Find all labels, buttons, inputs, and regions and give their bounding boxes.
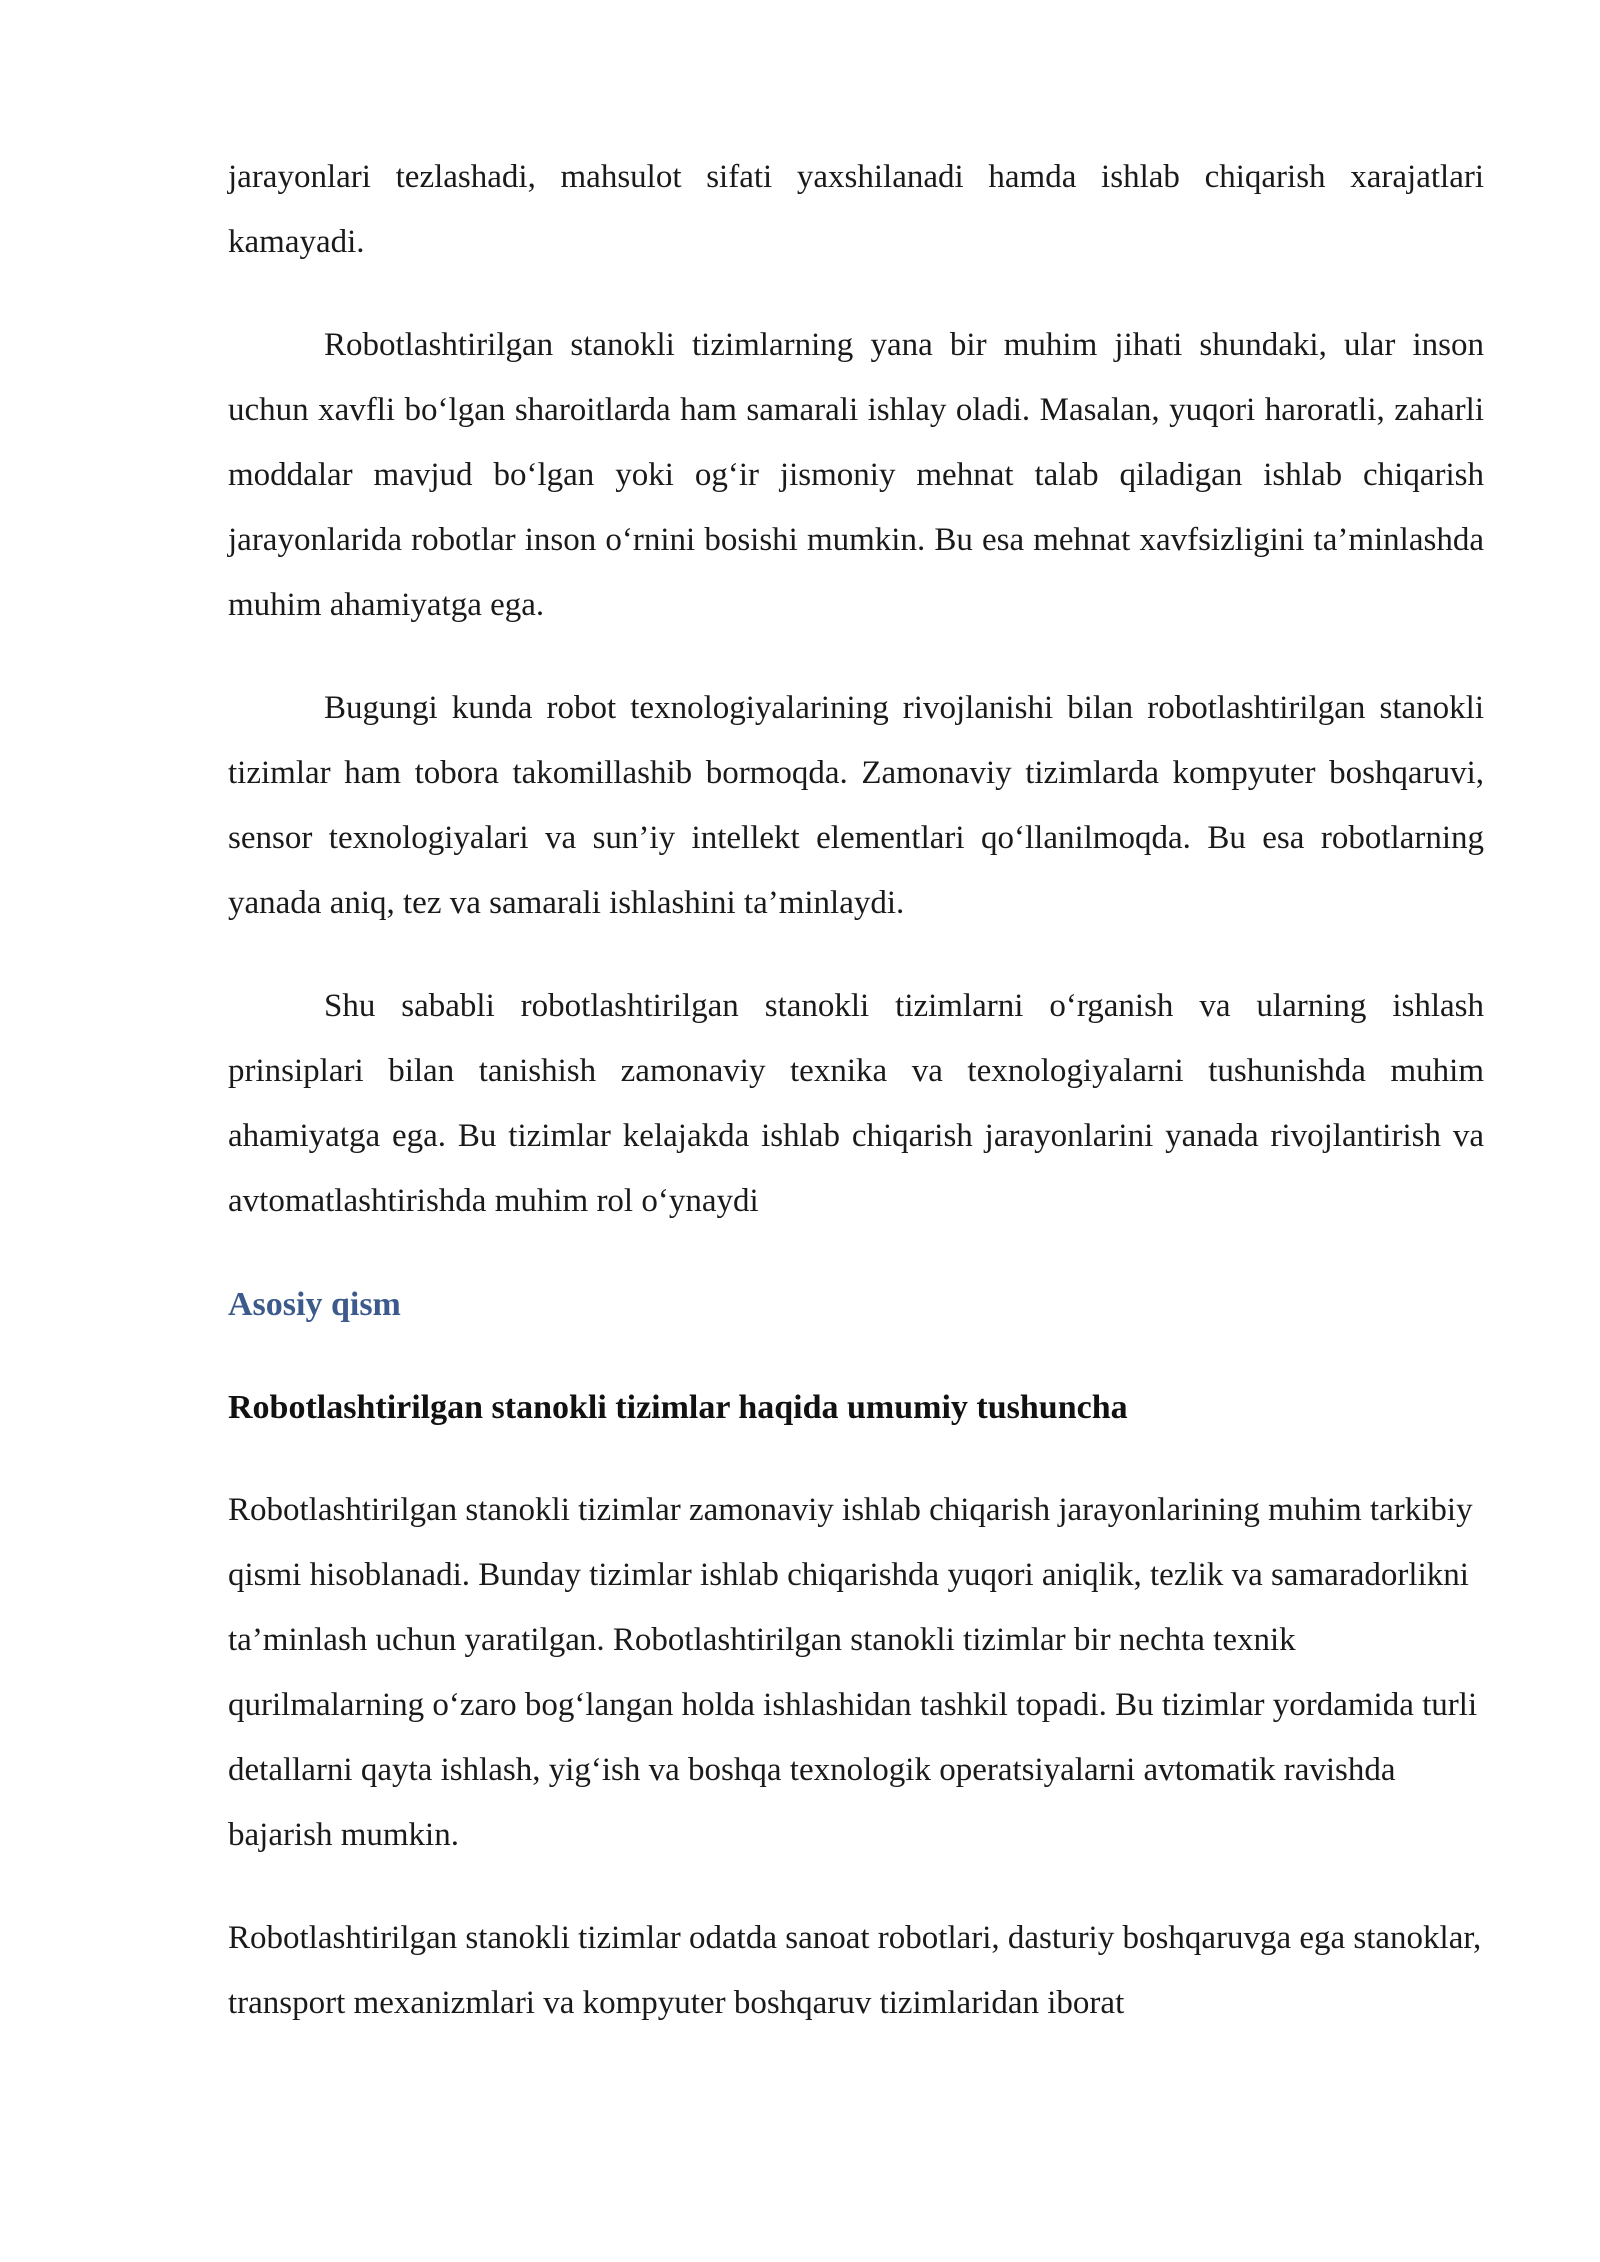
paragraph-components: Robotlashtirilgan stanokli tizimlar odatda sanoat robotlari, dasturiy boshqaruvga ega stanoklar, transport mexanizmlari va kompyuter boshqaruv tizimlaridan iborat <box>228 1920 1482 2021</box>
paragraph-importance: Shu sababli robotlashtirilgan stanokli tizimlarni o‘rganish va ularning ishlash prinsiplari bilan tanishish zamonaviy texnika va texnologiyalarni tushunishda muhim ahamiyatga ega. Bu tizimlar kelajakda ishlab chiqarish jarayonlarini yanada rivojlantirish va avtomatlashtirishda muhim rol o‘ynaydi <box>228 988 1484 1219</box>
section-heading: Asosiy qism <box>228 1286 401 1323</box>
paragraph-technology: Bugungi kunda robot texnologiyalarining rivojlanishi bilan robotlashtirilgan stanokli tizimlar ham tobora takomillashib bormoqda. Zamonaviy tizimlarda kompyuter boshqaruvi, sensor texnologiyalari va sun’iy intellekt elementlari qo‘llanilmoqda. Bu esa robotlarning yanada aniq, tez va samarali ishlashini ta’minlaydi. <box>228 690 1484 921</box>
paragraph-safety: Robotlashtirilgan stanokli tizimlarning yana bir muhim jihati shundaki, ular inson uchun xavfli bo‘lgan sharoitlarda ham samarali ishlay oladi. Masalan, yuqori haroratli, zaharli moddalar mavjud bo‘lgan yoki og‘ir jismoniy mehnat talab qiladigan ishlab chiqarish jarayonlarida robotlar inson o‘rnini bosishi mumkin. Bu esa mehnat xavfsizligini ta’minlashda muhim ahamiyatga ega. <box>228 327 1484 623</box>
document-page <box>228 145 1484 2036</box>
sub-heading: Robotlashtirilgan stanokli tizimlar haqida umumiy tushuncha <box>228 1389 1128 1426</box>
paragraph-continuation: jarayonlari tezlashadi, mahsulot sifati yaxshilanadi hamda ishlab chiqarish xarajatlari kamayadi. <box>228 159 1484 260</box>
paragraph-overview: Robotlashtirilgan stanokli tizimlar zamonaviy ishlab chiqarish jarayonlarining muhim tarkibiy qismi hisoblanadi. Bunday tizimlar ishlab chiqarishda yuqori aniqlik, tezlik va samaradorlikni ta’minlash uchun yaratilgan. Robotlashtirilgan stanokli tizimlar bir nechta texnik qurilmalarning o‘zaro bog‘langan holda ishlashidan tashkil topadi. Bu tizimlar yordamida turli detallarni qayta ishlash, yig‘ish va boshqa texnologik operatsiyalarni avtomatik ravishda bajarish mumkin. <box>228 1492 1478 1853</box>
